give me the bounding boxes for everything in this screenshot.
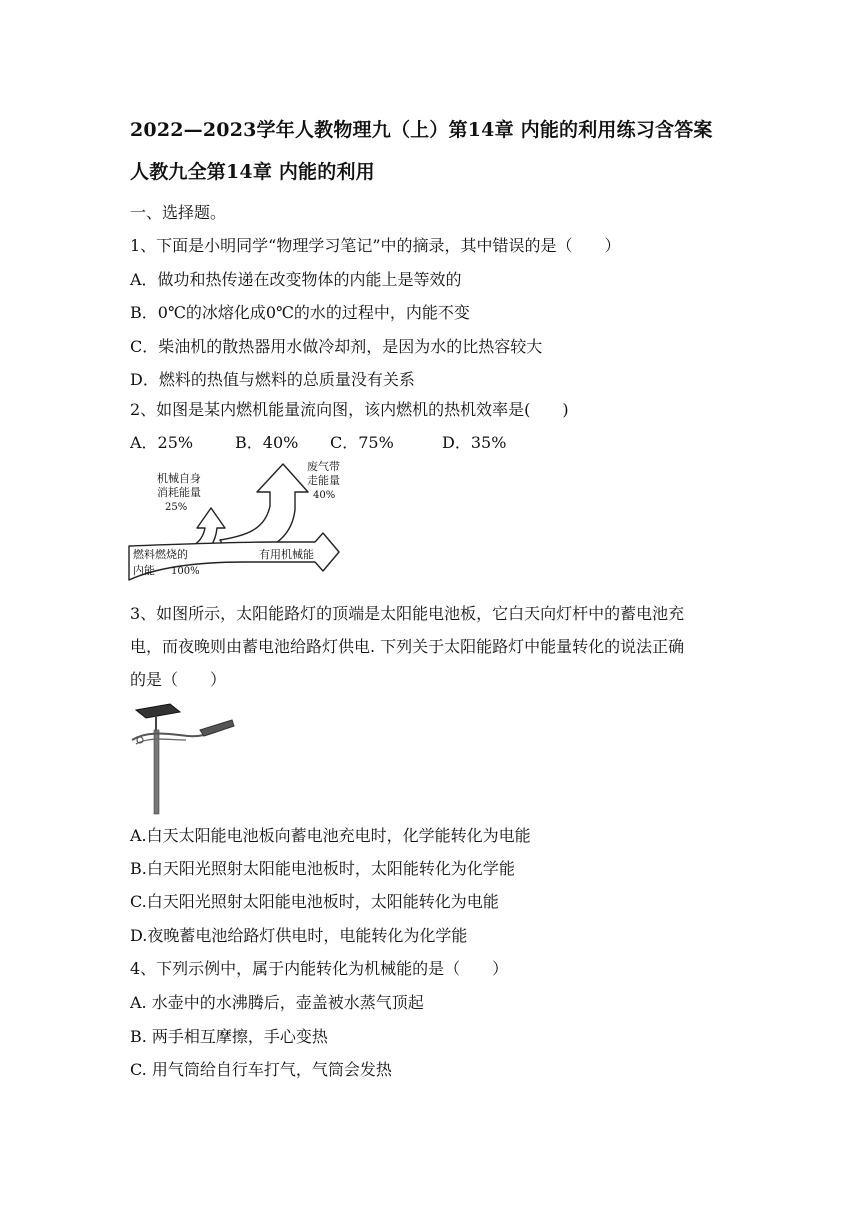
exhaust-label-2: 走能量 [307,474,340,487]
q2-option-b: B．40% [235,433,299,452]
q2-option-d: D．35% [442,433,507,452]
exhaust-label-1: 废气带 [307,460,340,473]
q3-option-b: B.白天阳光照射太阳能电池板时，太阳能转化为化学能 [130,859,515,878]
q1-option-c: C．柴油机的散热器用水做冷却剂，是因为水的比热容较大 [130,337,543,356]
q3-option-c: C.白天阳光照射太阳能电池板时，太阳能转化为电能 [130,892,499,911]
solar-street-lamp-figure [128,700,238,816]
q1-option-a: A．做功和热传递在改变物体的内能上是等效的 [130,270,462,289]
q3-stem-line-3: 的是（ ） [130,670,227,689]
mech-loss-label-2: 消耗能量 [157,486,201,499]
q1-option-b: B．0℃的冰熔化成0℃的水的过程中，内能不变 [130,303,470,322]
q3-stem-line-2: 电，而夜晚则由蓄电池给路灯供电. 下列关于太阳能路灯中能量转化的说法正确 [130,637,685,656]
q2-stem: 2、如图是某内燃机能量流向图，该内燃机的热机效率是( ) [130,400,569,419]
energy-flow-diagram [125,458,355,584]
q3-stem-line-1: 3、如图所示，太阳能路灯的顶端是太阳能电池板，它白天向灯杆中的蓄电池充 [130,604,685,623]
q4-option-c: C. 用气筒给自行车打气，气筒会发热 [130,1060,392,1079]
q4-option-a: A. 水壶中的水沸腾后，壶盖被水蒸气顶起 [130,993,424,1012]
input-label-1: 燃料燃烧的 [133,548,188,561]
input-percent: 100% [171,566,200,577]
q1-stem: 1、下面是小明同学“物理学习笔记”中的摘录，其中错误的是（ ） [130,236,621,255]
section-heading: 一、选择题。 [130,203,227,222]
q2-option-a: A．25% [130,433,194,452]
q4-stem: 4、下列示例中，属于内能转化为机械能的是（ ） [130,959,509,978]
exhaust-percent: 40% [313,490,336,501]
q3-option-d: D.夜晚蓄电池给路灯供电时，电能转化为化学能 [130,926,468,945]
q4-option-b: B. 两手相互摩擦，手心变热 [130,1027,328,1046]
document-subtitle: 人教九全第14章 内能的利用 [130,161,375,183]
lamp-head [200,720,234,736]
lamp-pole [154,730,159,814]
q2-option-c: C．75% [330,433,394,452]
useful-label: 有用机械能 [259,548,314,561]
q1-option-d: D．燃料的热值与燃料的总质量没有关系 [130,370,415,389]
solar-panel [136,704,180,718]
mech-loss-percent: 25% [165,502,188,513]
mech-loss-label-1: 机械自身 [157,472,201,485]
input-label-2: 内能 [133,564,155,577]
document-title: 2022—2023学年人教物理九（上）第14章 内能的利用练习含答案 [130,119,713,141]
q3-option-a: A.白天太阳能电池板向蓄电池充电时，化学能转化为电能 [130,826,531,845]
